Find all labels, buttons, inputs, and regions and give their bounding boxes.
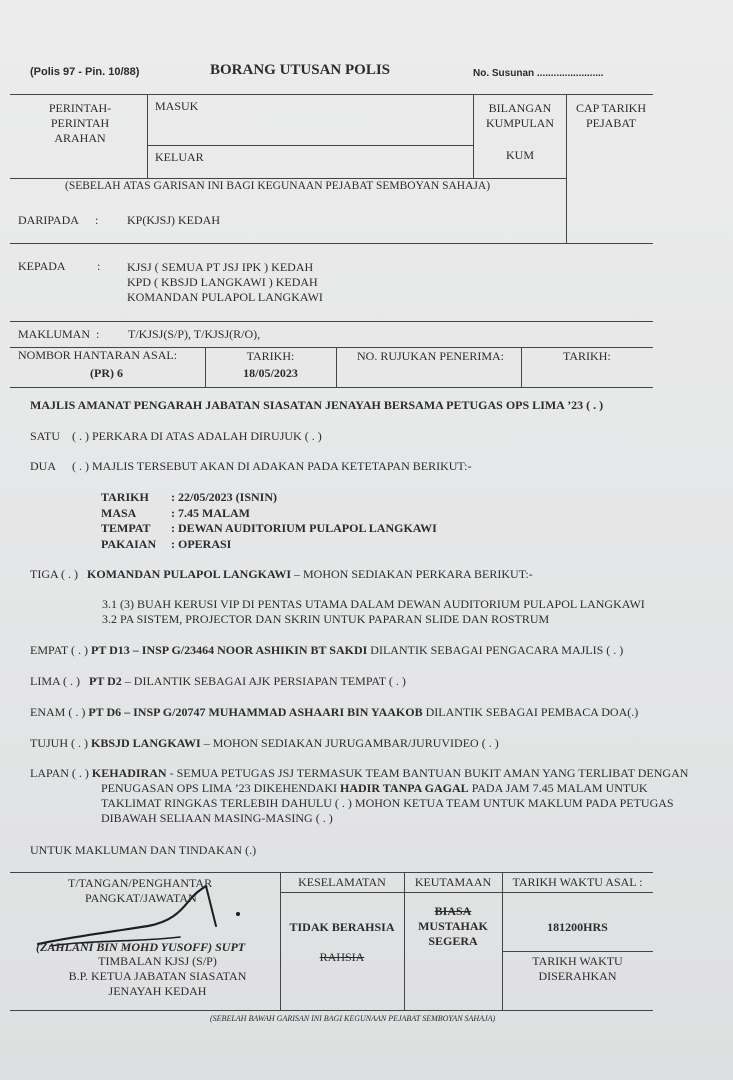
para-empat: EMPAT ( . ) PT D13 – INSP G/23464 NOOR ASHIKIN BT SAKDI DILANTIK SEBAGAI PENGACARA MAJLIS ( . ) bbox=[30, 643, 624, 657]
tiga-item-1: 3.1 (3) BUAH KERUSI VIP DI PENTAS UTAMA DALAM DEWAN AUDITORIUM PULAPOL LANGKAWI bbox=[102, 597, 645, 611]
ref-divider-3 bbox=[521, 347, 522, 387]
detail-row: MASA : 7.45 MALAM bbox=[101, 505, 250, 520]
sender-role: TIMBALAN KJSJ (S/P) B.P. KETUA JABATAN SIASATAN JENAYAH KEDAH bbox=[68, 954, 247, 998]
keutamaan-struck: BIASA bbox=[434, 904, 472, 918]
para-satu-label: SATU bbox=[30, 429, 61, 443]
cap-tarikh-label: CAP TARIKH PEJABAT bbox=[575, 101, 647, 130]
tiga-item-2: 3.2 PA SISTEM, PROJECTOR DAN SKRIN UNTUK PAPARAN SLIDE DAN ROSTRUM bbox=[102, 612, 550, 626]
para-lapan: LAPAN ( . ) KEHADIRAN - SEMUA PETUGAS JSJ TERMASUK TEAM BANTUAN BUKIT AMAN YANG TERLIBAT DENGAN bbox=[30, 766, 689, 780]
daripada-sep: : bbox=[95, 213, 99, 227]
routing-divider-3 bbox=[566, 94, 567, 243]
daripada-value: KP(KJSJ) KEDAH bbox=[127, 213, 221, 227]
keutamaan-mustahak: MUSTAHAK bbox=[418, 919, 488, 933]
closing-line: UNTUK MAKLUMAN DAN TINDAKAN (.) bbox=[30, 843, 257, 857]
kum-label: KUM bbox=[506, 148, 535, 162]
makluman-value: T/KJSJ(S/P), T/KJSJ(R/O), bbox=[128, 327, 261, 341]
kepada-recipients: KJSJ ( SEMUA PT JSJ IPK ) KEDAH KPD ( KBSJD LANGKAWI ) KEDAH KOMANDAN PULAPOL LANGKAWI bbox=[127, 260, 323, 304]
tarikh-waktu-asal-value: 181200HRS bbox=[547, 920, 608, 934]
keselamatan-struck: RAHSIA bbox=[319, 950, 365, 964]
message-subject: MAJLIS AMANAT PENGARAH JABATAN SIASATAN JENAYAH BERSAMA PETUGAS OPS LIMA ’23 ( . ) bbox=[30, 398, 604, 412]
para-lima: LIMA ( . ) PT D2 – DILANTIK SEBAGAI AJK PERSIAPAN TEMPAT ( . ) bbox=[30, 674, 406, 688]
detail-row: TARIKH : 22/05/2023 (ISNIN) bbox=[101, 490, 278, 504]
nombor-hantaran-label: NOMBOR HANTARAN ASAL: bbox=[18, 348, 178, 362]
daripada-bottom-border bbox=[10, 243, 653, 244]
masuk-keluar-divider bbox=[147, 145, 473, 146]
keutamaan-segera: SEGERA bbox=[428, 934, 478, 948]
form-code: (Polis 97 - Pin. 10/88) bbox=[30, 66, 140, 78]
tarikh-waktu-asal-label: TARIKH WAKTU ASAL : bbox=[512, 875, 643, 889]
routing-divider-2 bbox=[473, 94, 474, 178]
rank-label: PANGKAT/JAWATAN bbox=[85, 891, 197, 905]
daripada-label: DARIPADA bbox=[18, 213, 79, 227]
signature-label: T/TANGAN/PENGHANTAR bbox=[68, 876, 213, 890]
kepada-label: KEPADA bbox=[18, 259, 66, 273]
para-tiga: TIGA ( . ) KOMANDAN PULAPOL LANGKAWI – MOHON SEDIAKAN PERKARA BERIKUT:- bbox=[30, 567, 533, 581]
kepada-bottom-border bbox=[10, 321, 653, 322]
bottom-office-note: (SEBELAH BAWAH GARISAN INI BAGI KEGUNAAN PEJABAT SEMBOYAN SAHAJA) bbox=[210, 1014, 496, 1023]
para-dua-label: DUA bbox=[30, 459, 56, 473]
bilangan-kumpulan-label: BILANGAN KUMPULAN bbox=[485, 101, 554, 130]
para-dua-text: ( . ) MAJLIS TERSEBUT AKAN DI ADAKAN PADA KETETAPAN BERIKUT:- bbox=[72, 459, 472, 473]
tarikh-2-label: TARIKH: bbox=[563, 349, 611, 363]
keluar-label: KELUAR bbox=[155, 150, 204, 164]
makluman-label: MAKLUMAN bbox=[18, 327, 90, 341]
perintah-label: PERINTAH- PERINTAH ARAHAN bbox=[48, 101, 112, 145]
tarikh-value: 18/05/2023 bbox=[243, 366, 298, 380]
table-top-border bbox=[10, 94, 653, 95]
ref-bottom-border bbox=[10, 387, 653, 388]
footer-top-border bbox=[10, 872, 653, 873]
routing-divider-1 bbox=[147, 94, 148, 178]
ref-divider-2 bbox=[336, 347, 337, 387]
footer-bottom-border bbox=[10, 1010, 653, 1011]
nombor-hantaran-value: (PR) 6 bbox=[90, 366, 123, 380]
event-details bbox=[101, 490, 437, 552]
footer-subheader-border bbox=[280, 892, 653, 893]
rujukan-penerima-label: NO. RUJUKAN PENERIMA: bbox=[357, 349, 505, 363]
keselamatan-label: KESELAMATAN bbox=[298, 875, 386, 889]
top-office-note: (SEBELAH ATAS GARISAN INI BAGI KEGUNAAN PEJABAT SEMBOYAN SAHAJA) bbox=[65, 180, 491, 192]
masuk-label: MASUK bbox=[155, 99, 199, 113]
keselamatan-value: TIDAK BERAHSIA bbox=[289, 920, 395, 934]
para-enam: ENAM ( . ) PT D6 – INSP G/20747 MUHAMMAD ASHAARI BIN YAAKOB DILANTIK SEBAGAI PEMBACA DOA(.) bbox=[30, 705, 639, 719]
sender-name: (ZAHLANI BIN MOHD YUSOFF) SUPT bbox=[36, 940, 246, 954]
serial-number: No. Susunan ........................ bbox=[473, 68, 604, 79]
form-title: BORANG UTUSAN POLIS bbox=[210, 62, 391, 78]
para-lapan-cont: PENUGASAN OPS LIMA ’23 DIKEHENDAKI HADIR TANPA GAGAL PADA JAM 7.45 MALAM UNTUK TAKLIMAT RINGKAS TERLEBIH DAHULU ( . ) MOHON KETUA TEAM UNTUK MAKLUM PADA PETUGAS DIBAWAH SELIAAN MASING-MASING ( . ) bbox=[101, 781, 674, 825]
routing-bottom-border bbox=[10, 178, 566, 179]
tarikh-waktu-diserahkan-label: TARIKH WAKTU DISERAHKAN bbox=[532, 954, 623, 983]
para-tujuh: TUJUH ( . ) KBSJD LANGKAWI – MOHON SEDIAKAN JURUGAMBAR/JURUVIDEO ( . ) bbox=[30, 736, 499, 750]
kepada-sep: : bbox=[97, 259, 101, 273]
detail-row: TEMPAT : DEWAN AUDITORIUM PULAPOL LANGKAWI bbox=[101, 521, 437, 535]
detail-row: PAKAIAN : OPERASI bbox=[101, 536, 232, 551]
para-satu-text: ( . ) PERKARA DI ATAS ADALAH DIRUJUK ( . ) bbox=[72, 429, 322, 443]
makluman-sep: : bbox=[96, 327, 100, 341]
tarikh-waktu-divider bbox=[502, 951, 653, 952]
keutamaan-label: KEUTAMAAN bbox=[414, 875, 492, 889]
tarikh-label: TARIKH: bbox=[246, 349, 295, 363]
